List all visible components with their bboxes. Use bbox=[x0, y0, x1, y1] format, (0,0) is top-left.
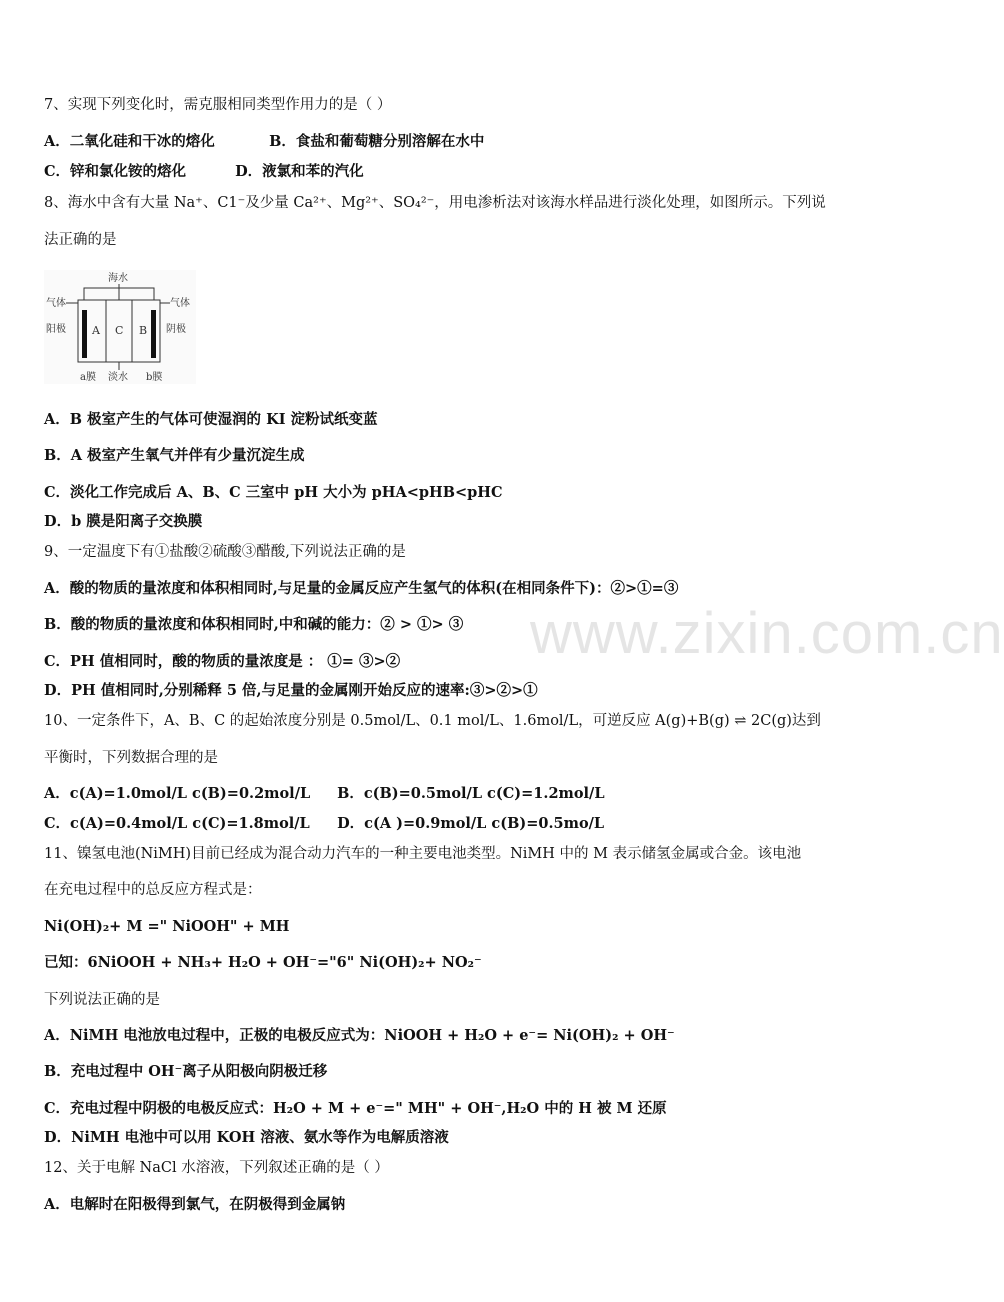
diagram-room-c: C bbox=[115, 324, 124, 337]
diagram-freshwater: 淡水 bbox=[108, 372, 128, 383]
q11-option-b: B．充电过程中 OH⁻离子从阳极向阴极迁移 bbox=[44, 1063, 328, 1080]
q7-option-a: A．二氧化硅和干冰的熔化 bbox=[44, 133, 215, 150]
q11-stem-line2: 在充电过程中的总反应方程式是： bbox=[44, 882, 262, 898]
q8-option-b: B．A 极室产生氧气并伴有少量沉淀生成 bbox=[44, 447, 305, 464]
q10-option-d: D．c(A )=0.9mol/L c(B)=0.5mo/L bbox=[337, 815, 605, 832]
q11-stem-line1: 11、镍氢电池(NiMH)目前已经成为混合动力汽车的一种主要电池类型。NiMH 中的 M 表示储氢金属或合金。该电池 bbox=[44, 846, 802, 862]
diagram-membrane-b: b膜 bbox=[146, 372, 163, 383]
diagram-cathode-label: 阴极 bbox=[166, 324, 186, 335]
q10-option-b: B．c(B)=0.5mol/L c(C)=1.2mol/L bbox=[337, 785, 605, 802]
q7-option-d: D．液氯和苯的汽化 bbox=[235, 163, 364, 180]
cathode-electrode bbox=[151, 310, 156, 358]
q8-option-c: C．淡化工作完成后 A、B、C 三室中 pH 大小为 pHA<pHB<pHC bbox=[44, 484, 503, 501]
q11-equation-2: 已知：6NiOOH + NH₃+ H₂O + OH⁻="6" Ni(OH)₂+ NO₂⁻ bbox=[44, 954, 482, 971]
q9-option-b: B．酸的物质的量浓度和体积相同时,中和碱的能力：② > ①> ③ bbox=[44, 616, 464, 633]
q10-option-c: C．c(A)=0.4mol/L c(C)=1.8mol/L bbox=[44, 815, 310, 832]
q8-stem-line1: 8、海水中含有大量 Na⁺、C1⁻及少量 Ca²⁺、Mg²⁺、SO₄²⁻，用电渗析法对该海水样品进行淡化处理，如图所示。下列说 bbox=[44, 195, 826, 211]
q11-stem-line3: 下列说法正确的是 bbox=[44, 992, 160, 1008]
q8-option-a: A．B 极室产生的气体可使湿润的 KI 淀粉试纸变蓝 bbox=[44, 411, 378, 428]
q12-option-a: A．电解时在阳极得到氯气，在阴极得到金属钠 bbox=[44, 1196, 346, 1213]
q7-option-c: C．锌和氯化铵的熔化 bbox=[44, 163, 187, 180]
q7-option-b: B．食盐和葡萄糖分别溶解在水中 bbox=[269, 133, 485, 150]
q8-stem-line2: 法正确的是 bbox=[44, 232, 117, 248]
q8-option-d: D．b 膜是阳离子交换膜 bbox=[44, 513, 203, 530]
q10-stem-line1: 10、一定条件下，A、B、C 的起始浓度分别是 0.5mol/L、0.1 mol/L、1.6mol/L，可逆反应 A(g)+B(g) ⇌ 2C(g)达到 bbox=[44, 713, 821, 729]
q7-options-ab bbox=[44, 132, 880, 152]
diagram-gas-left: 气体 bbox=[46, 298, 66, 309]
q7-options-cd bbox=[44, 162, 880, 182]
q12-stem: 12、关于电解 NaCl 水溶液，下列叙述正确的是（ ） bbox=[44, 1160, 389, 1176]
q11-option-d: D．NiMH 电池中可以用 KOH 溶液、氨水等作为电解质溶液 bbox=[44, 1129, 449, 1146]
q10-option-a: A．c(A)=1.0mol/L c(B)=0.2mol/L bbox=[44, 785, 311, 802]
q10-options-ab bbox=[44, 784, 880, 804]
q10-options-cd bbox=[44, 814, 880, 834]
diagram-seawater-label: 海水 bbox=[108, 273, 128, 284]
q7-stem: 7、实现下列变化时，需克服相同类型作用力的是（ ） bbox=[44, 97, 392, 113]
diagram-room-a: A bbox=[92, 324, 100, 337]
q9-stem: 9、一定温度下有①盐酸②硫酸③醋酸,下列说法正确的是 bbox=[44, 544, 406, 560]
anode-electrode bbox=[82, 310, 87, 358]
q9-option-c: C．PH 值相同时，酸的物质的量浓度是 ： ①= ③>② bbox=[44, 653, 401, 670]
q9-option-d: D．PH 值相同时,分别稀释 5 倍,与足量的金属刚开始反应的速率:③>②>① bbox=[44, 682, 538, 699]
electrodialysis-diagram bbox=[44, 270, 196, 384]
q11-option-c: C．充电过程中阴极的电极反应式：H₂O + M + e⁻=" MH" + OH⁻,H₂O 中的 H 被 M 还原 bbox=[44, 1100, 667, 1117]
watermark: www.zixin.com.cn bbox=[530, 601, 1004, 666]
q11-option-a: A．NiMH 电池放电过程中，正极的电极反应式为：NiOOH + H₂O + e⁻= Ni(OH)₂ + OH⁻ bbox=[44, 1027, 675, 1044]
diagram-anode-label: 阳极 bbox=[46, 324, 66, 335]
diagram-gas-right: 气体 bbox=[170, 298, 190, 309]
diagram-membrane-a: a膜 bbox=[80, 372, 96, 383]
q9-option-a: A．酸的物质的量浓度和体积相同时,与足量的金属反应产生氢气的体积(在相同条件下)：②>①=③ bbox=[44, 580, 679, 597]
q10-stem-line2: 平衡时，下列数据合理的是 bbox=[44, 750, 218, 766]
q11-equation-1: Ni(OH)₂+ M =" NiOOH" + MH bbox=[44, 918, 290, 935]
diagram-room-b: B bbox=[139, 324, 148, 337]
